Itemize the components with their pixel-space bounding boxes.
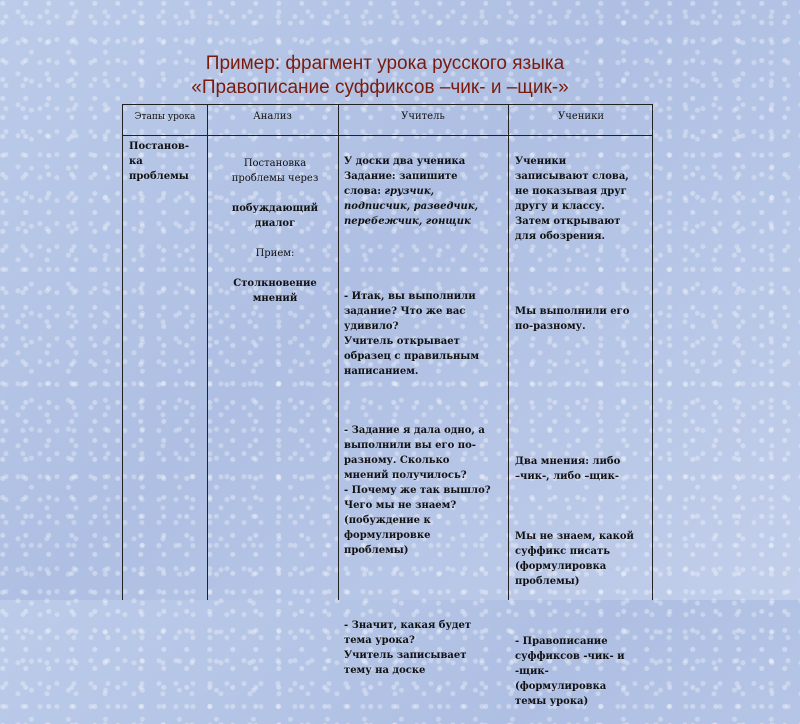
teacher-block-4: - Значит, какая будет тема урока? Учитель записывает тему на доске — [344, 620, 472, 676]
students-block-3: Два мнения: либо –чик-, либо –щик- — [515, 456, 621, 482]
column-divider — [508, 105, 509, 600]
students-cell — [515, 139, 651, 724]
students-block-5: - Правописание суффиксов -чик- и -щик- (формулировка темы урока) — [515, 636, 625, 707]
students-block-1: Ученики записывают слова, не показывая друг другу и классу. Затем открывают для обозрения. — [515, 156, 629, 242]
teacher-task-text: У доски два ученика Задание: запишите слова: — [344, 156, 466, 197]
slide-title-line1: Пример: фрагмент урока русского языка — [205, 53, 565, 74]
analysis-text-3: Прием: — [255, 248, 295, 259]
analysis-text-2: побуждающий диалог — [231, 203, 319, 229]
teacher-block-3: - Задание я дала одно, а выполнили вы его по- разному. Сколько мнений получилось? - Почему же так вышло? Чего мы не знаем? (побуждение к формулировке проблемы) — [344, 425, 491, 556]
header-teacher: Учитель — [401, 111, 445, 122]
teacher-block-2: - Итак, вы выполнили задание? Что же вас удивило? Учитель открывает образец с правильным написанием. — [344, 291, 480, 377]
header-divider — [123, 135, 652, 136]
teacher-cell — [344, 139, 504, 693]
lesson-table — [122, 104, 653, 707]
students-block-4: Мы не знаем, какой суффикс писать (формулировка проблемы) — [515, 531, 634, 587]
column-divider — [338, 105, 339, 600]
analysis-text-4: Столкновение мнений — [233, 278, 317, 304]
teacher-task-words: грузчик, подписчик, разведчик, перебежчик, гонщик — [344, 186, 479, 227]
header-students: Ученики — [557, 111, 604, 122]
analysis-cell — [223, 141, 327, 321]
stage-cell: Постанов- ка проблемы — [129, 141, 189, 182]
header-stages: Этапы урока — [134, 112, 196, 122]
teacher-task — [344, 154, 504, 229]
analysis-text-1: Постановка проблемы через — [231, 158, 319, 184]
header-analysis: Анализ — [253, 111, 292, 122]
slide-title-line2: «Правописание суффиксов –чик- и –щик-» — [191, 77, 569, 98]
students-block-2: Мы выполнили его по-разному. — [515, 306, 630, 332]
